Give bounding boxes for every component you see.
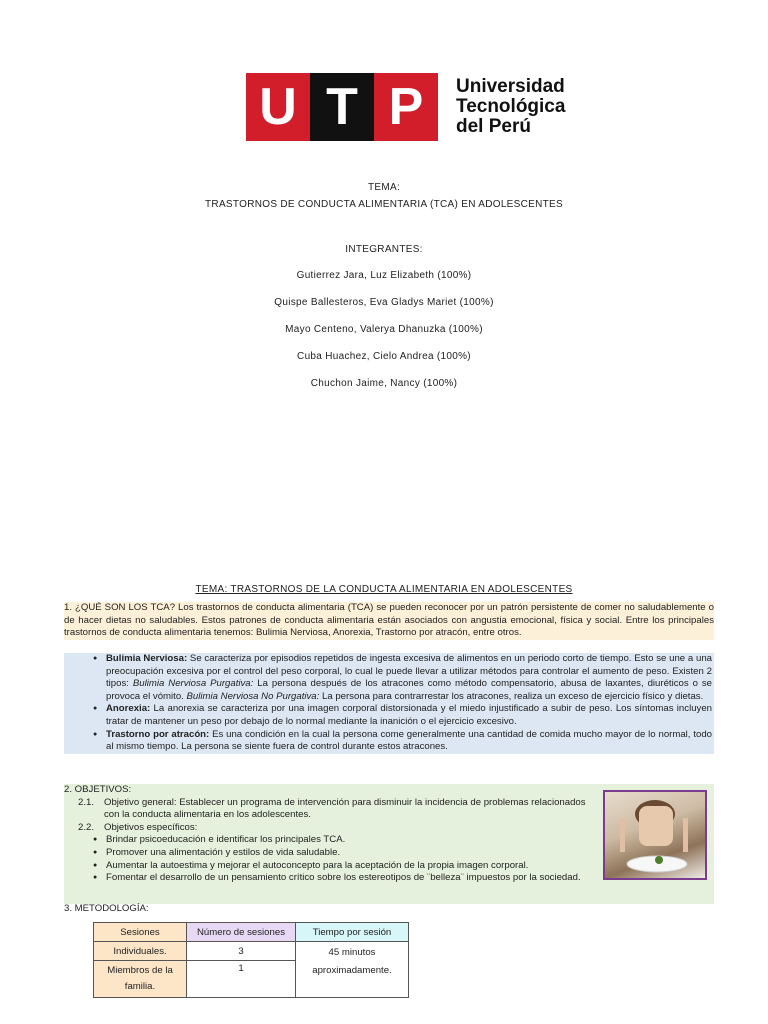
specific-1: ● Brindar psicoeducación e identificar los principales TCA.	[106, 834, 594, 847]
q1-paragraph	[64, 602, 714, 640]
cell-num-individuales: 3	[187, 942, 296, 961]
specific-3: ● Aumentar la autoestima y mejorar el autoconcepto para la aceptación de la propia imagen corporal.	[106, 860, 594, 873]
utp-logo	[246, 73, 565, 141]
bulimia-item: ● Bulimia Nerviosa: Se caracteriza por episodios repetidos de ingesta excesiva de alimentos en un periodo corto de tiempo. Esto se une a una preocupación excesiva por el control del peso corporal, lo cual le puede llevar a utilizar métodos para controlar el aumento de peso. Existen 2 tipos: Bulimia Nerviosa Purgativa: La persona después de los atracones como método compensatorio, abusa de laxantes, diuréticos o se provoca el vómito. Bulimia Nerviosa No Purgativa: La persona para contrarrestar los atracones, realiza un exceso de ejercicio físico y dietas.	[106, 653, 712, 703]
logo-letter-u: U	[246, 73, 310, 141]
specific-4: ● Fomentar el desarrollo de un pensamiento crítico sobre los estereotipos de ¨belleza¨ impuestos por la sociedad.	[106, 872, 594, 885]
section-title: TEMA: TRASTORNOS DE LA CONDUCTA ALIMENTARIA EN ADOLESCENTES	[195, 584, 573, 595]
logo-wordmark: Universidad Tecnológica del Perú	[456, 76, 566, 137]
q1-heading: 1. ¿QUÉ SON LOS TCA?	[64, 602, 176, 613]
cell-num-familia: 1	[187, 961, 296, 998]
objetivo-general: 2.1. Objetivo general: Establecer un programa de intervención para disminuir la incidencia de problemas relacionados con la conducta alimentaria en los adolescentes.	[78, 796, 586, 821]
member-4: Cuba Huachez, Cielo Andrea (100%)	[297, 351, 471, 362]
cell-familia: Miembros de la familia.	[94, 961, 187, 998]
objetivos-text	[64, 784, 594, 885]
metodologia-table	[93, 922, 409, 998]
objetivos-especificos: 2.2. Objetivos específicos:	[78, 821, 198, 833]
member-1: Gutierrez Jara, Luz Elizabeth (100%)	[296, 270, 472, 281]
table-header-row	[94, 923, 409, 942]
header-tiempo: Tiempo por sesión	[296, 923, 409, 942]
integrantes-label: INTEGRANTES:	[345, 244, 423, 255]
eating-disorder-photo	[603, 790, 707, 880]
header-sesiones: Sesiones	[94, 923, 187, 942]
member-3: Mayo Centeno, Valerya Dhanuzka (100%)	[285, 324, 483, 335]
atracon-item: ● Trastorno por atracón: Es una condición en la cual la persona come generalmente una cantidad de comida mucho mayor de lo normal, todo al mismo tiempo. La persona se siente fuera de control durante estos atracones.	[106, 729, 712, 754]
member-2: Quispe Ballesteros, Eva Gladys Mariet (100%)	[274, 297, 494, 308]
logo-letter-t: T	[310, 73, 374, 141]
logo-letter-p: P	[374, 73, 438, 141]
table-row	[94, 942, 409, 961]
header-numero: Número de sesiones	[187, 923, 296, 942]
objetivos-heading: 2. OBJETIVOS:	[64, 784, 132, 795]
member-5: Chuchon Jaime, Nancy (100%)	[310, 378, 458, 389]
metodologia-heading: 3. METODOLOGÍA:	[64, 903, 149, 914]
tema-text: TRASTORNOS DE CONDUCTA ALIMENTARIA (TCA) EN ADOLESCENTES	[205, 199, 563, 210]
specific-2: ● Promover una alimentación y estilos de vida saludable.	[106, 847, 594, 860]
tca-types	[64, 653, 714, 754]
tema-label: TEMA:	[367, 182, 401, 193]
cell-tiempo: 45 minutos aproximadamente.	[296, 942, 409, 998]
anorexia-item: ● Anorexia: La anorexia se caracteriza por una imagen corporal distorsionada y el miedo injustificado a subir de peso. Los síntomas incluyen tratar de mantener un peso por debajo de lo normal mediante la inanición o el ejercicio excesivo.	[106, 703, 712, 728]
q1-text: Los trastornos de conducta alimentaria (TCA) se pueden reconocer por un patrón persistente de comer no saludablemente o de hacer dietas no saludables. Estos patrones de conducta alimentaria están asociados con angustia emocional, física y social. Entre los principales trastornos de conducta alimentaria tenemos: Bulimia Nerviosa, Anorexia, Trastorno por atracón, entre otros.	[64, 602, 714, 639]
cell-individuales: Individuales.	[94, 942, 187, 961]
